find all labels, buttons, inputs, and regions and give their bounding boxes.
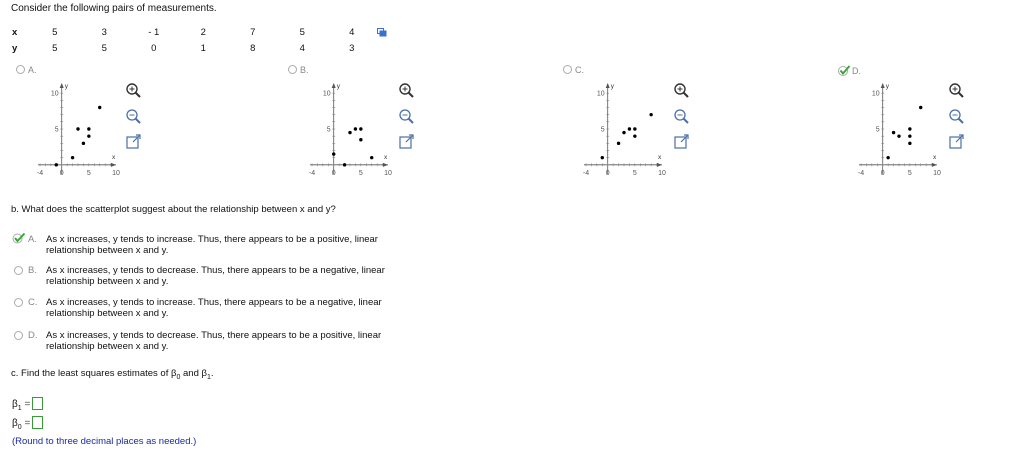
enlarge-icon[interactable] bbox=[125, 134, 142, 151]
data-point bbox=[87, 127, 90, 130]
data-point bbox=[332, 152, 335, 155]
y-axis-label: y bbox=[64, 83, 68, 90]
zoom-in-icon[interactable] bbox=[125, 82, 142, 99]
choice-text: As x increases, y tends to decrease. Thus, there appears to be a negative, linear relationship between x and y. bbox=[46, 265, 385, 287]
checkmark-icon bbox=[838, 65, 851, 76]
enlarge-icon[interactable] bbox=[948, 134, 965, 151]
x-cell: 3 bbox=[101, 26, 107, 38]
choice-letter: A. bbox=[28, 234, 37, 245]
choice-text: As x increases, y tends to increase. Thus, there appears to be a negative, linear relationship between x and y. bbox=[46, 297, 382, 319]
data-point bbox=[908, 134, 911, 137]
copy-data-icon[interactable] bbox=[377, 28, 387, 37]
y-tick-label: 10 bbox=[596, 90, 605, 98]
y-cell: 5 bbox=[101, 42, 107, 54]
x-tick-label: 10 bbox=[658, 169, 666, 177]
y-cell: 8 bbox=[250, 42, 256, 54]
x-axis-arrow bbox=[932, 163, 937, 167]
data-point bbox=[908, 127, 911, 130]
x-cell: 4 bbox=[349, 26, 355, 38]
x-tick-label: 10 bbox=[933, 169, 941, 177]
radio-icon[interactable] bbox=[14, 331, 23, 340]
x-cell: 7 bbox=[250, 26, 256, 38]
y-axis-arrow bbox=[606, 83, 610, 88]
table-row-x bbox=[8, 24, 377, 40]
data-point bbox=[87, 134, 90, 137]
x-tick-label: -4 bbox=[857, 169, 865, 177]
y-axis-arrow bbox=[332, 83, 336, 88]
choice-letter: D. bbox=[28, 330, 38, 341]
plot-a-tools bbox=[125, 82, 143, 160]
x-tick-label: 0 bbox=[605, 169, 610, 177]
x-tick-label: -4 bbox=[36, 169, 44, 177]
beta1-answer-box[interactable] bbox=[32, 397, 43, 410]
choice-letter: B. bbox=[28, 265, 37, 276]
question-c: c. Find the least squares estimates of $\beta_0$ and $\beta_1$. bbox=[11, 368, 214, 381]
x-tick-label: 10 bbox=[112, 169, 120, 177]
x-tick-label: 0 bbox=[880, 169, 885, 177]
y-axis-label: y bbox=[610, 83, 614, 90]
zoom-out-icon[interactable] bbox=[948, 108, 965, 125]
data-point bbox=[897, 134, 900, 137]
measurements-table bbox=[8, 24, 377, 56]
y-tick-label: 5 bbox=[875, 126, 880, 134]
radio-icon[interactable] bbox=[14, 266, 23, 275]
data-point bbox=[71, 156, 74, 159]
x-tick-label: 5 bbox=[358, 169, 363, 177]
y-tick-label: 5 bbox=[326, 126, 331, 134]
choice-text: As x increases, y tends to increase. Thus, there appears to be a positive, linear relationship between x and y. bbox=[46, 234, 378, 256]
radio-icon[interactable] bbox=[563, 65, 572, 74]
intro-text: Consider the following pairs of measurements. bbox=[11, 3, 217, 14]
scatterplot-d bbox=[849, 80, 949, 190]
radio-icon[interactable] bbox=[16, 65, 25, 74]
data-point bbox=[886, 156, 889, 159]
data-point bbox=[359, 127, 362, 130]
y-cell: 4 bbox=[299, 42, 305, 54]
y-axis-arrow bbox=[60, 83, 64, 88]
table-row-y bbox=[8, 40, 377, 56]
data-point bbox=[359, 138, 362, 141]
choice-letter: C. bbox=[28, 297, 38, 308]
y-cell: 1 bbox=[200, 42, 206, 54]
data-point bbox=[98, 106, 101, 109]
data-point bbox=[908, 142, 911, 145]
zoom-in-icon[interactable] bbox=[398, 82, 415, 99]
x-axis-label: x bbox=[112, 153, 116, 161]
x-axis-arrow bbox=[383, 163, 388, 167]
data-point bbox=[348, 131, 351, 134]
y-cell: 3 bbox=[349, 42, 355, 54]
enlarge-icon[interactable] bbox=[673, 134, 690, 151]
enlarge-icon[interactable] bbox=[398, 134, 415, 151]
data-point bbox=[354, 127, 357, 130]
beta1-row: $\beta_1$ = bbox=[12, 397, 43, 412]
data-point bbox=[919, 106, 922, 109]
scatterplot-a bbox=[28, 80, 128, 190]
x-axis-label: x bbox=[933, 153, 937, 161]
zoom-out-icon[interactable] bbox=[125, 108, 142, 125]
option-c-label[interactable]: C. bbox=[563, 65, 584, 75]
question-b: b. What does the scatterplot suggest about the relationship between x and y? bbox=[11, 204, 336, 215]
plot-d-tools bbox=[948, 82, 966, 160]
y-axis-arrow bbox=[881, 83, 885, 88]
scatterplot-c bbox=[574, 80, 674, 190]
zoom-out-icon[interactable] bbox=[673, 108, 690, 125]
y-tick-label: 10 bbox=[871, 90, 880, 98]
beta0-answer-box[interactable] bbox=[32, 416, 43, 429]
x-label: x bbox=[12, 26, 18, 38]
data-point bbox=[892, 131, 895, 134]
plot-b-tools bbox=[398, 82, 416, 160]
checkmark-icon bbox=[12, 232, 26, 244]
data-point bbox=[628, 127, 631, 130]
radio-icon[interactable] bbox=[288, 65, 297, 74]
zoom-in-icon[interactable] bbox=[948, 82, 965, 99]
x-tick-label: 0 bbox=[331, 169, 336, 177]
x-tick-label: -4 bbox=[308, 169, 316, 177]
x-axis-arrow bbox=[111, 163, 116, 167]
y-cell: 0 bbox=[151, 42, 157, 54]
option-b-label[interactable]: B. bbox=[288, 65, 309, 75]
data-point bbox=[617, 142, 620, 145]
data-point bbox=[633, 127, 636, 130]
x-tick-label: -4 bbox=[582, 169, 590, 177]
x-cell: 5 bbox=[299, 26, 305, 38]
beta1-symbol: β bbox=[12, 399, 18, 410]
y-tick-label: 10 bbox=[50, 90, 59, 98]
data-point bbox=[82, 142, 85, 145]
data-point bbox=[55, 163, 58, 166]
zoom-in-icon[interactable] bbox=[673, 82, 690, 99]
option-a-label[interactable]: A. bbox=[16, 65, 37, 75]
plot-c-tools bbox=[673, 82, 691, 160]
x-cell: 2 bbox=[200, 26, 206, 38]
y-axis-label: y bbox=[885, 83, 889, 90]
x-axis-arrow bbox=[657, 163, 662, 167]
beta0-row: $\beta_0$ = bbox=[12, 416, 43, 431]
data-point bbox=[370, 156, 373, 159]
x-tick-label: 10 bbox=[384, 169, 392, 177]
x-axis-label: x bbox=[384, 153, 388, 161]
scatterplot-b bbox=[300, 80, 400, 190]
data-point bbox=[649, 113, 652, 116]
beta0-symbol: β bbox=[12, 418, 18, 429]
x-tick-label: 0 bbox=[59, 169, 64, 177]
data-point bbox=[622, 131, 625, 134]
option-d-label[interactable]: D. bbox=[838, 65, 861, 76]
x-tick-label: 5 bbox=[907, 169, 912, 177]
y-tick-label: 5 bbox=[600, 126, 605, 134]
radio-icon[interactable] bbox=[14, 298, 23, 307]
x-axis-label: x bbox=[658, 153, 662, 161]
choice-text: As x increases, y tends to decrease. Thus, there appears to be a positive, linear relationship between x and y. bbox=[46, 330, 382, 352]
y-tick-label: 10 bbox=[322, 90, 331, 98]
data-point bbox=[76, 127, 79, 130]
y-tick-label: 5 bbox=[54, 126, 59, 134]
rounding-note: (Round to three decimal places as needed.) bbox=[12, 436, 197, 447]
x-cell: 5 bbox=[52, 26, 58, 38]
data-point bbox=[633, 134, 636, 137]
x-cell: - 1 bbox=[148, 26, 160, 38]
data-point bbox=[601, 156, 604, 159]
x-tick-label: 5 bbox=[86, 169, 91, 177]
zoom-out-icon[interactable] bbox=[398, 108, 415, 125]
x-tick-label: 5 bbox=[632, 169, 637, 177]
y-label: y bbox=[12, 42, 18, 54]
y-axis-label: y bbox=[336, 83, 340, 90]
data-point bbox=[343, 163, 346, 166]
y-cell: 5 bbox=[52, 42, 58, 54]
